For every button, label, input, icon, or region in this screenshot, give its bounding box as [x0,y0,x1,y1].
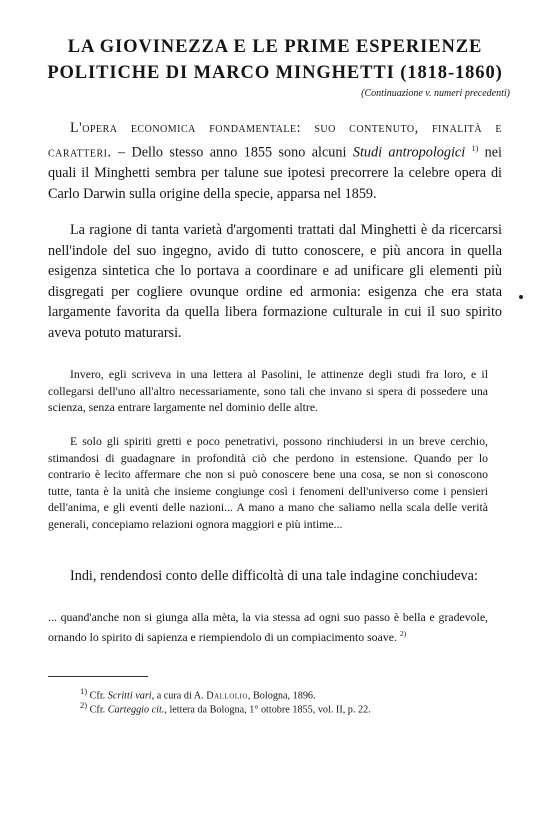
footnote-1-mark: 1) [80,686,88,696]
footnote-1-pre: Cfr. [89,690,108,702]
footnote-2-mark: 2) [80,700,88,710]
footnote-1-name: Dallolio [206,690,248,702]
ink-speck [519,295,523,299]
quote-1: Invero, egli scriveva in una lettera al Pasolini, le attinenze degli studi fra loro, e il collegarsi dell'uno all'altro necessariamente, sono tali che invano si spera di possedere una scienza, senza entrare largamente nel dominio delle altre. [48,367,488,414]
footnote-ref-2: 2) [399,628,407,638]
paragraph-1 [48,118,502,204]
footnote-1-mid: , a cura di A. [151,690,207,702]
article-title [40,34,510,86]
footnote-ref-1: 1) [471,143,479,153]
title-line-1: LA GIOVINEZZA E LE PRIME ESPERIENZE [67,37,483,57]
title-line-2: POLITICHE DI MARCO MINGHETTI (1818-1860) [47,63,503,83]
paragraph-1-text: – Dello stesso anno 1855 sono alcuni [111,144,353,161]
paragraph-1-rest: nei quali il Minghetti sembra per talune sue ipotesi precorrere la celebre opera di Carlo Darwin sulla origine della specie, apparsa nel 1859. [48,144,503,202]
footnote-2-end: , lettera da Bologna, 1° ottobre 1855, vol. II, p. 22. [164,704,371,716]
footnote-2-pre: Cfr. [89,704,108,716]
quote-2: E solo gli spiriti gretti e poco penetrativi, possono rinchiudersi in un breve cerchio, stimandosi di guadagnare in profondità ciò che perdono in estensione. Quando per lo contrario è lecito affermare che non si può conoscere bene una cosa, se non si conoscono tutte, tanta è la unità che insieme congiunge così i fenomeni dell'universo come i pensieri dell'anima, e gli eventi delle nazioni... A mano a mano che saliamo nella scala delle verità generali, concepiamo relazioni ognora maggiori e più intime... [48,434,488,531]
footnote-1-end: , Bologna, 1896. [247,690,316,702]
paragraph-3: Indi, rendendosi conto delle difficoltà di una tale indagine conchiudeva: [70,568,478,584]
footnote-2 [80,698,500,717]
footnote-2-italic: Carteggio cit. [107,704,165,716]
paragraph-2: La ragione di tanta varietà d'argomenti trattati dal Minghetti è da ricercarsi nell'indole del suo ingegno, avido di tutto conoscere, e più ancora in quella esigenza sintetica che lo portava a coordinare e ad unificare gli elementi più disgregati per cogliere ovunque ordine ed armonia: esigenza che era stata largamente favorita da quella libera formazione culturale in cui il suo spirito aveva potuto maturarsi. [48,222,502,341]
quote-3-text: ... quand'anche non si giunga alla mèta, la via stessa ad ogni suo passo è bella e gradevole, ornando lo spirito di sapienza e riempiendolo di un compiacimento soave. [48,610,488,644]
quote-3 [48,609,488,645]
footnote-1-italic: Scritti vari [107,690,152,702]
paragraph-1-italic: Studi antropologici [352,144,466,161]
continuation-note: (Continuazione v. numeri precedenti) [361,88,510,99]
footnote-divider [48,676,148,677]
section-heading: L'opera economica fondamentale: suo contenuto, finalità e caratteri. [48,120,502,161]
